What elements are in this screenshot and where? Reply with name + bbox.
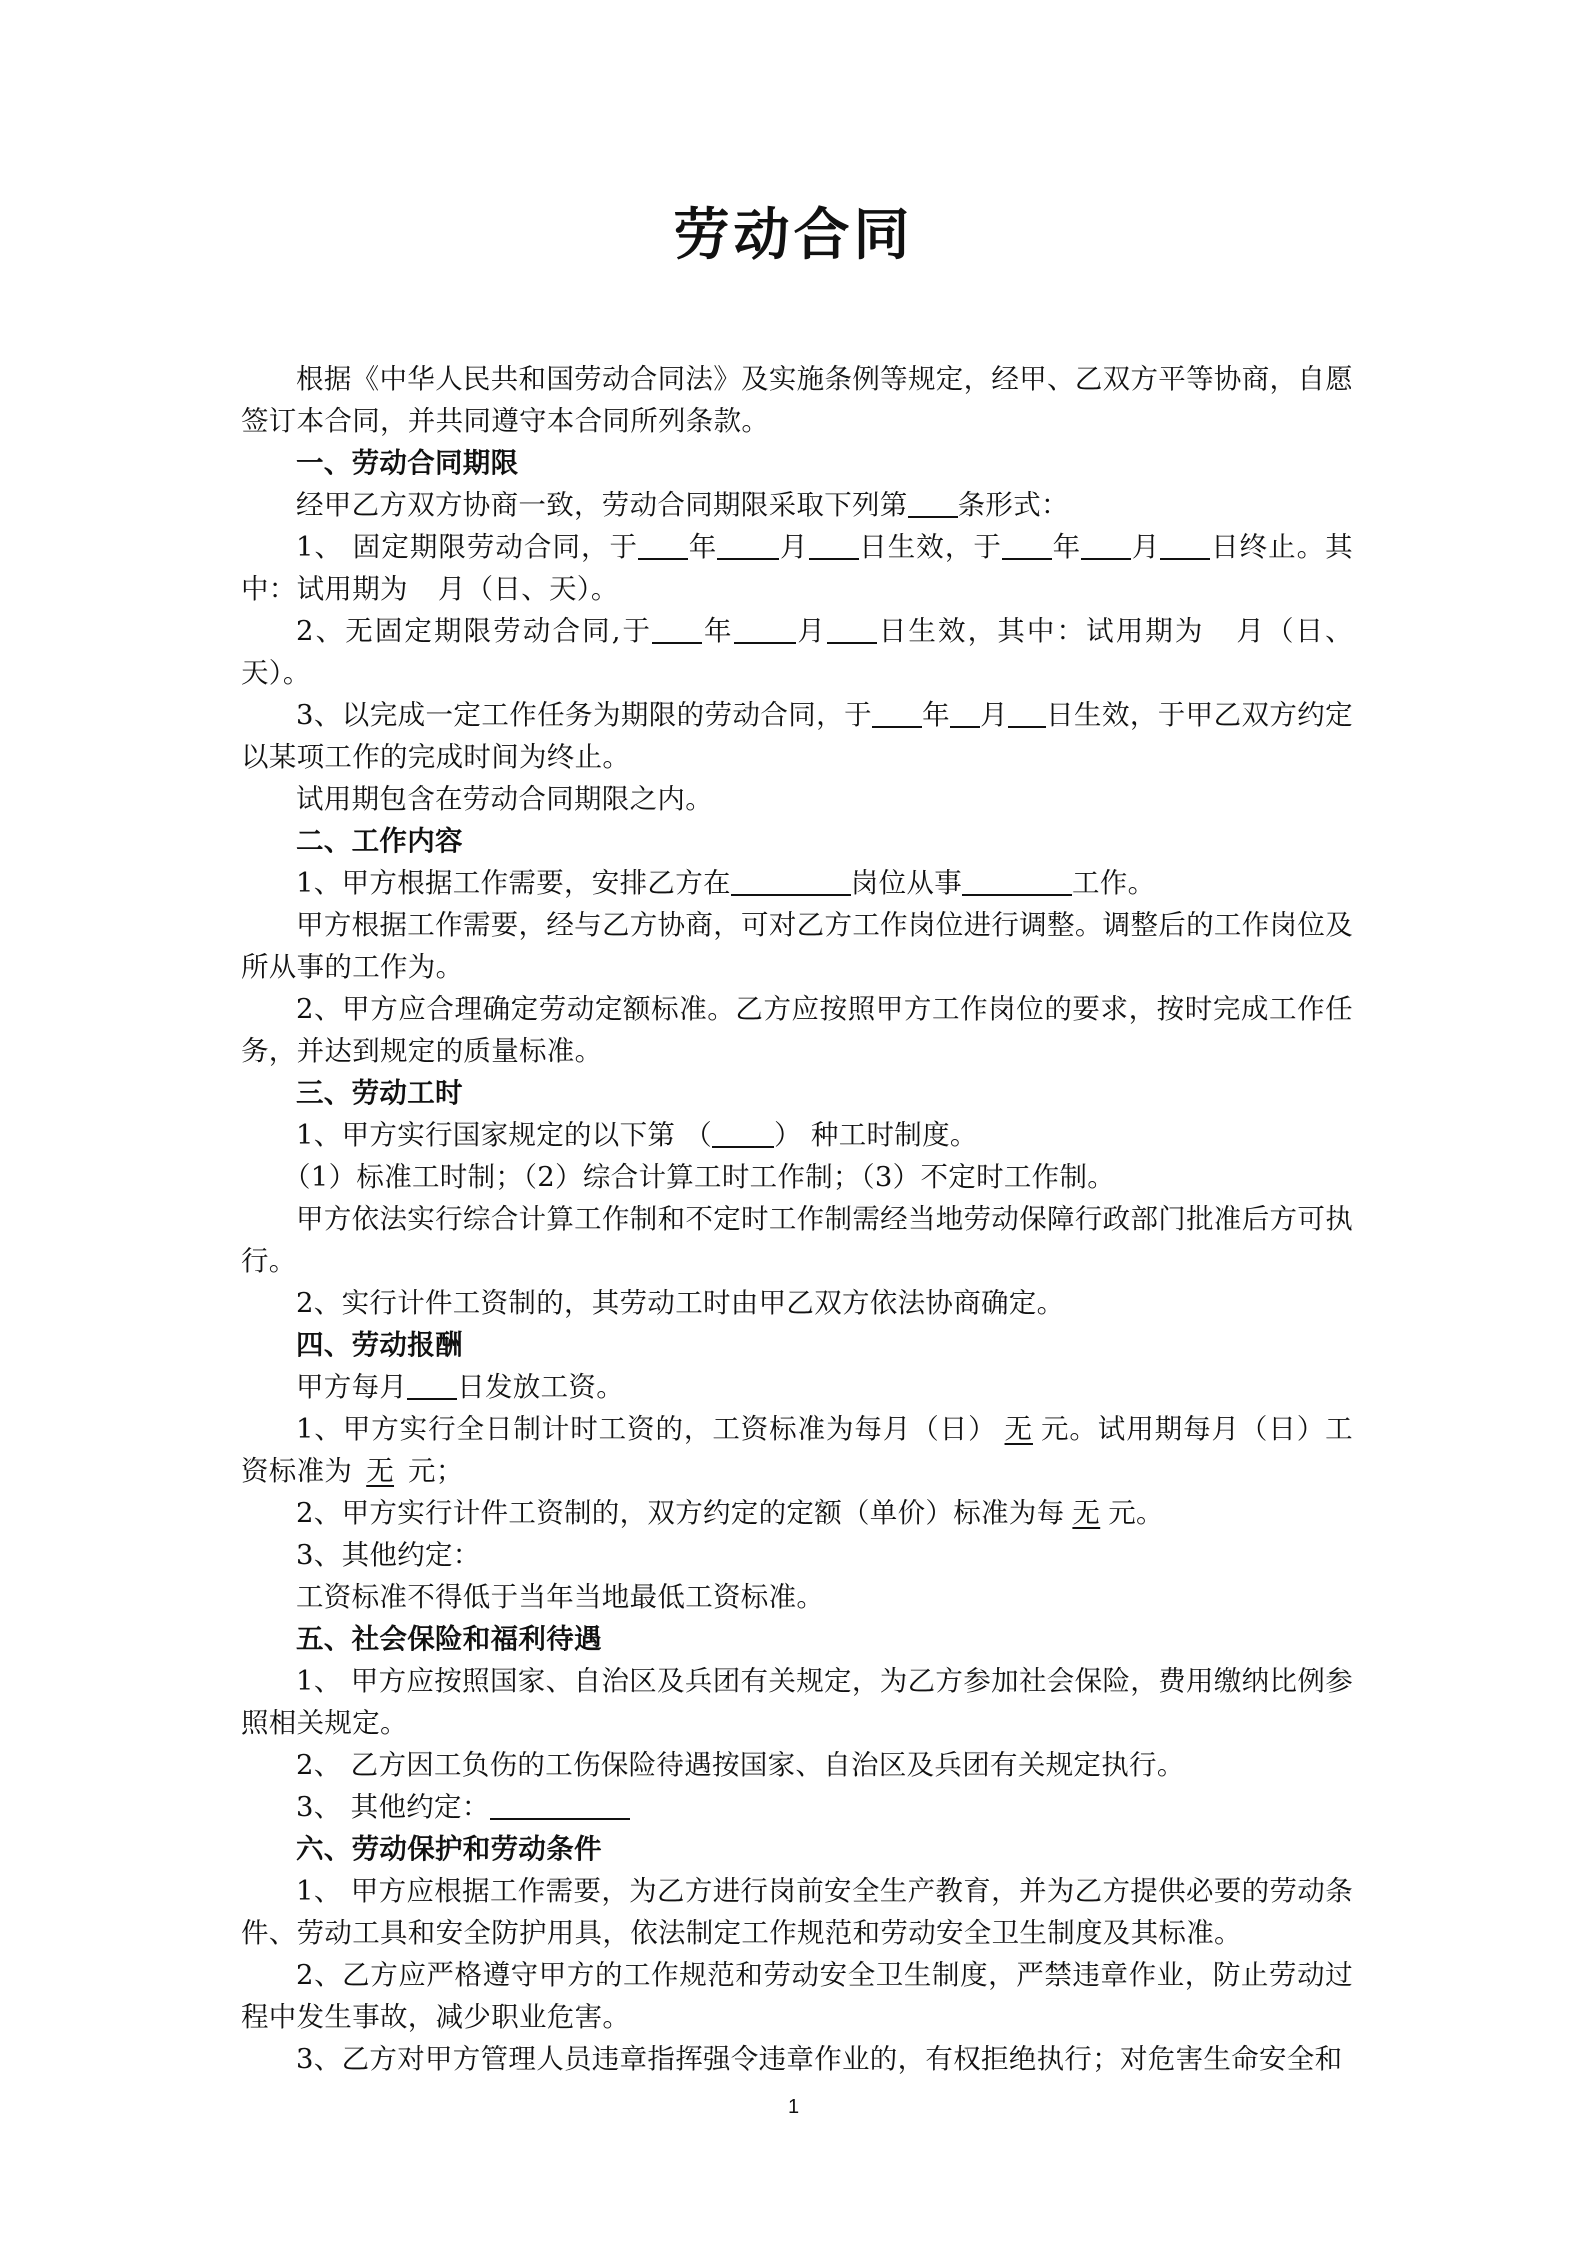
blank-field[interactable] xyxy=(962,867,1072,897)
protection-item-1: 1、 甲方应根据工作需要，为乙方进行岗前安全生产教育，并为乙方提供必要的劳动条件、劳动工具和安全防护用具，依法制定工作规范和劳动安全卫生制度及其标准。 xyxy=(241,1875,1353,1949)
term-intro: 经甲乙方双方协商一致，劳动合同期限采取下列第 条形式： xyxy=(296,489,1069,521)
section-heading: 二、工作内容 xyxy=(296,825,463,857)
term-item-1: 1、 固定期限劳动合同，于 年 月 日生效，于 年 月 日终止。其中：试用期为 月（日、天）。 xyxy=(241,531,1353,605)
blank-field[interactable] xyxy=(712,1119,774,1149)
term-item-2: 2、无固定期限劳动合同,于 年 月 日生效，其中：试用期为 月（日、天）。 xyxy=(241,615,1353,689)
pay-item-1: 1、甲方实行全日制计时工资的，工资标准为每月（日） 无 元。试用期每月（日）工资标准为 无 元； xyxy=(241,1413,1353,1487)
blank-field[interactable] xyxy=(1008,699,1046,729)
blank-field[interactable] xyxy=(490,1791,630,1821)
blank-field[interactable] xyxy=(407,1371,457,1401)
section-heading: 六、劳动保护和劳动条件 xyxy=(296,1833,602,1865)
term-item-3: 3、以完成一定工作任务为期限的劳动合同，于 年 月 日生效，于甲乙双方约定以某项工作的完成时间为终止。 xyxy=(241,699,1353,773)
section-heading: 一、劳动合同期限 xyxy=(296,447,519,479)
blank-field[interactable] xyxy=(950,699,980,729)
blank-field[interactable] xyxy=(717,531,779,561)
work-item-2: 2、甲方应合理确定劳动定额标准。乙方应按照甲方工作岗位的要求，按时完成工作任务，并达到规定的质量标准。 xyxy=(241,993,1353,1067)
hours-options: （1）标准工时制；（2）综合计算工时工作制；（3）不定时工作制。 xyxy=(283,1161,1116,1193)
min-wage-note: 工资标准不得低于当年当地最低工资标准。 xyxy=(296,1581,825,1613)
insurance-item-1: 1、 甲方应按照国家、自治区及兵团有关规定，为乙方参加社会保险，费用缴纳比例参照相关规定。 xyxy=(241,1665,1353,1739)
insurance-item-2: 2、 乙方因工负伤的工伤保险待遇按国家、自治区及兵团有关规定执行。 xyxy=(296,1749,1185,1781)
contract-body xyxy=(241,358,1353,2080)
preamble: 根据《中华人民共和国劳动合同法》及实施条例等规定，经甲、乙双方平等协商，自愿签订本合同，并共同遵守本合同所列条款。 xyxy=(241,363,1353,437)
page-title: 劳动合同 xyxy=(673,202,914,268)
hours-item-2: 2、实行计件工资制的，其劳动工时由甲乙双方依法协商确定。 xyxy=(296,1287,1065,1319)
pay-item-3: 3、其他约定： xyxy=(296,1539,481,1571)
blank-field[interactable] xyxy=(1160,531,1210,561)
hours-item-1: 1、甲方实行国家规定的以下第 （ ） 种工时制度。 xyxy=(296,1119,978,1151)
payday: 甲方每月 日发放工资。 xyxy=(296,1371,625,1403)
blank-field[interactable] xyxy=(652,615,702,645)
filled-field[interactable]: 无 xyxy=(366,1455,395,1487)
hours-approval: 甲方依法实行综合计算工作制和不定时工作制需经当地劳动保障行政部门批准后方可执行。 xyxy=(241,1203,1353,1277)
blank-field[interactable] xyxy=(809,531,859,561)
probation-note: 试用期包含在劳动合同期限之内。 xyxy=(296,783,713,815)
filled-field[interactable]: 无 xyxy=(1072,1497,1101,1529)
filled-field[interactable]: 无 xyxy=(1004,1413,1033,1445)
protection-item-2: 2、乙方应严格遵守甲方的工作规范和劳动安全卫生制度，严禁违章作业，防止劳动过程中发生事故，减少职业危害。 xyxy=(241,1959,1353,2033)
page-number: 1 xyxy=(787,2096,800,2118)
work-item-1: 1、甲方根据工作需要，安排乙方在 岗位从事 工作。 xyxy=(296,867,1156,899)
blank-field[interactable] xyxy=(908,489,958,519)
blank-field[interactable] xyxy=(734,615,796,645)
protection-item-3: 3、乙方对甲方管理人员违章指挥强令违章作业的，有权拒绝执行；对危害生命安全和 xyxy=(296,2043,1343,2075)
blank-field[interactable] xyxy=(872,699,922,729)
section-heading: 四、劳动报酬 xyxy=(296,1329,463,1361)
pay-item-2: 2、甲方实行计件工资制的，双方约定的定额（单价）标准为每 无 元。 xyxy=(296,1497,1164,1529)
blank-field[interactable] xyxy=(827,615,877,645)
section-heading: 五、社会保险和福利待遇 xyxy=(296,1623,602,1655)
insurance-item-3: 3、 其他约定： xyxy=(241,1786,1353,1828)
section-heading: 三、劳动工时 xyxy=(296,1077,463,1109)
blank-field[interactable] xyxy=(1081,531,1131,561)
blank-field[interactable] xyxy=(638,531,688,561)
blank-field[interactable] xyxy=(1002,531,1052,561)
blank-field[interactable] xyxy=(731,867,851,897)
work-adjustment: 甲方根据工作需要，经与乙方协商，可对乙方工作岗位进行调整。调整后的工作岗位及所从事的工作为。 xyxy=(241,909,1353,983)
